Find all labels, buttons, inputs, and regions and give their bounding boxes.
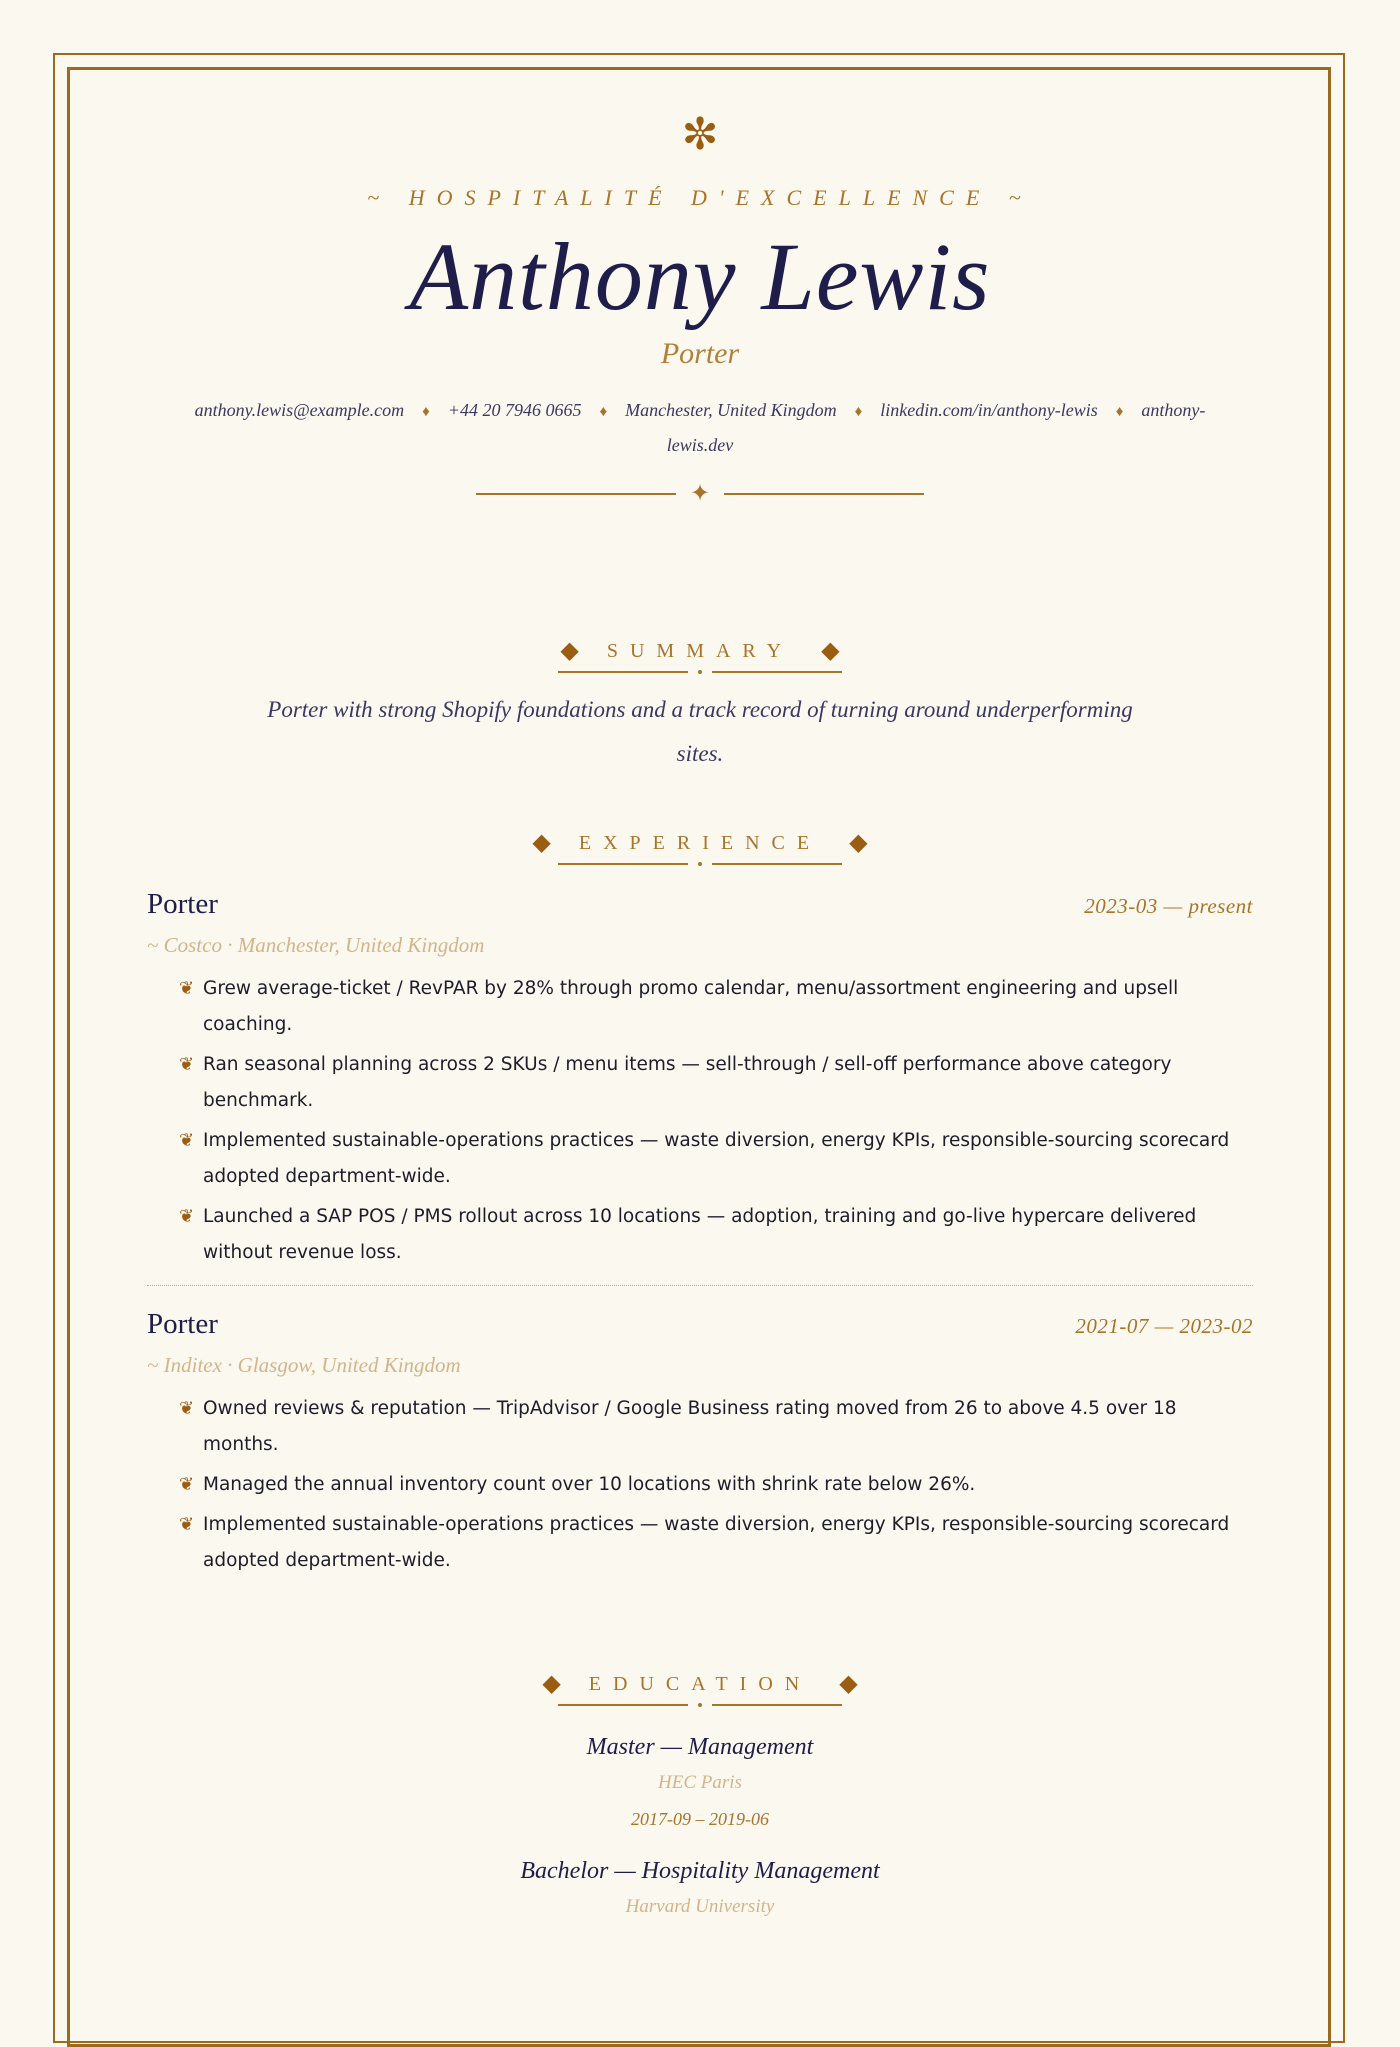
diamond-icon: ◆ xyxy=(839,1671,858,1697)
job-title: Porter xyxy=(147,1308,218,1340)
fleuron-bullet-icon: ❦ xyxy=(179,1206,195,1227)
divider-line-left xyxy=(476,493,676,495)
section-heading-education xyxy=(147,1671,1253,1697)
diamond-separator-icon: ♦ xyxy=(599,404,608,420)
job-bullets xyxy=(147,971,1253,1271)
bullet-text: Managed the annual inventory count over 10 locations with shrink rate below 26%. xyxy=(203,1474,976,1495)
resume-header xyxy=(147,110,1253,506)
underline-dot xyxy=(698,670,702,674)
underline-segment xyxy=(558,671,688,673)
bullet-item xyxy=(179,1467,1253,1503)
contact-email[interactable]: anthony.lewis@example.com xyxy=(194,400,405,420)
bullet-text: Launched a SAP POS / PMS rollout across 10 locations — adoption, training and go-live hypercare delivered without revenue loss. xyxy=(203,1206,1197,1263)
job-entry xyxy=(147,1308,1253,1579)
bullet-item xyxy=(179,1391,1253,1463)
summary-section xyxy=(147,638,1253,776)
summary-text: Porter with strong Shopify foundations and a track record of turning around underperforming sites. xyxy=(267,697,1133,766)
fleuron-bullet-icon: ❦ xyxy=(179,978,195,999)
diamond-icon: ◆ xyxy=(532,830,551,856)
bullet-item xyxy=(179,1199,1253,1271)
contact-location: Manchester, United Kingdom xyxy=(625,400,837,420)
resume-content xyxy=(147,110,1253,1921)
edu-school: HEC Paris xyxy=(658,1772,742,1793)
candidate-role: Porter xyxy=(660,337,740,370)
edu-degree: Bachelor — Hospitality Management xyxy=(520,1858,880,1884)
edu-school: Harvard University xyxy=(625,1896,775,1917)
candidate-name: Anthony Lewis xyxy=(409,223,991,330)
bullet-text: Implemented sustainable-operations practices — waste diversion, energy KPIs, responsible-sourcing scorecard adopted department-wide. xyxy=(203,1514,1230,1571)
fleuron-bullet-icon: ❦ xyxy=(179,1054,195,1075)
header-divider xyxy=(147,482,1253,506)
diamond-icon: ◆ xyxy=(542,1671,561,1697)
bullet-text: Grew average-ticket / RevPAR by 28% through promo calendar, menu/assortment engineering and upsell coaching. xyxy=(203,978,1179,1035)
diamond-separator-icon: ♦ xyxy=(854,404,863,420)
underline-dot xyxy=(698,862,702,866)
underline-segment xyxy=(712,671,842,673)
bullet-text: Owned reviews & reputation — TripAdvisor / Google Business rating moved from 26 to above 4.5 over 18 months. xyxy=(203,1398,1177,1455)
experience-section xyxy=(147,830,1253,1579)
underline-segment xyxy=(558,863,688,865)
flower-ornament-icon: ✼ xyxy=(681,110,719,159)
job-dates: 2021-07 — 2023-02 xyxy=(1075,1314,1253,1338)
job-dates: 2023-03 — present xyxy=(1084,894,1253,918)
job-divider xyxy=(147,1285,1253,1286)
section-title-text: EDUCATION xyxy=(588,1673,812,1695)
bullet-text: Ran seasonal planning across 2 SKUs / menu items — sell-through / sell-off performance above category benchmark. xyxy=(203,1054,1172,1111)
section-heading-summary xyxy=(147,638,1253,664)
section-underline xyxy=(147,862,1253,866)
bullet-text: Implemented sustainable-operations practices — waste diversion, energy KPIs, responsible-sourcing scorecard adopted department-wide. xyxy=(203,1130,1230,1187)
diamond-separator-icon: ♦ xyxy=(422,404,430,420)
education-section xyxy=(147,1671,1253,1921)
contact-linkedin[interactable]: linkedin.com/in/anthony-lewis xyxy=(880,400,1098,420)
bullet-item xyxy=(179,1047,1253,1119)
star-ornament-icon: ✦ xyxy=(689,481,711,507)
job-entry xyxy=(147,888,1253,1271)
contact-phone[interactable]: +44 20 7946 0665 xyxy=(447,400,582,420)
job-header xyxy=(147,888,1253,921)
bullet-item xyxy=(179,1123,1253,1195)
tagline: ~ HOSPITALITÉ D'EXCELLENCE ~ xyxy=(367,185,1033,210)
job-company: ~ Inditex · Glasgow, United Kingdom xyxy=(147,1353,461,1377)
fleuron-bullet-icon: ❦ xyxy=(179,1514,195,1535)
fleuron-bullet-icon: ❦ xyxy=(179,1398,195,1419)
education-entry xyxy=(147,1731,1253,1833)
job-title: Porter xyxy=(147,888,218,920)
bullet-item xyxy=(179,971,1253,1043)
section-title-text: SUMMARY xyxy=(606,640,794,662)
underline-dot xyxy=(698,1703,702,1707)
section-underline xyxy=(147,670,1253,674)
diamond-icon: ◆ xyxy=(560,638,579,664)
edu-dates: 2017-09 – 2019-06 xyxy=(631,1809,769,1829)
fleuron-bullet-icon: ❦ xyxy=(179,1130,195,1151)
fleuron-bullet-icon: ❦ xyxy=(179,1474,195,1495)
section-heading-experience xyxy=(147,830,1253,856)
section-underline xyxy=(147,1703,1253,1707)
contact-website[interactable]: anthony-lewis.dev xyxy=(666,400,1206,455)
education-entry xyxy=(147,1855,1253,1921)
underline-segment xyxy=(712,863,842,865)
diamond-icon: ◆ xyxy=(849,830,868,856)
job-company: ~ Costco · Manchester, United Kingdom xyxy=(147,933,485,957)
job-header xyxy=(147,1308,1253,1341)
diamond-icon: ◆ xyxy=(821,638,840,664)
job-bullets xyxy=(147,1391,1253,1579)
divider-line-right xyxy=(724,493,924,495)
edu-degree: Master — Management xyxy=(586,1734,814,1760)
underline-segment xyxy=(558,1704,688,1706)
section-title-text: EXPERIENCE xyxy=(578,832,822,854)
diamond-separator-icon: ♦ xyxy=(1115,404,1124,420)
underline-segment xyxy=(712,1704,842,1706)
contact-line xyxy=(147,394,1253,462)
bullet-item xyxy=(179,1507,1253,1579)
